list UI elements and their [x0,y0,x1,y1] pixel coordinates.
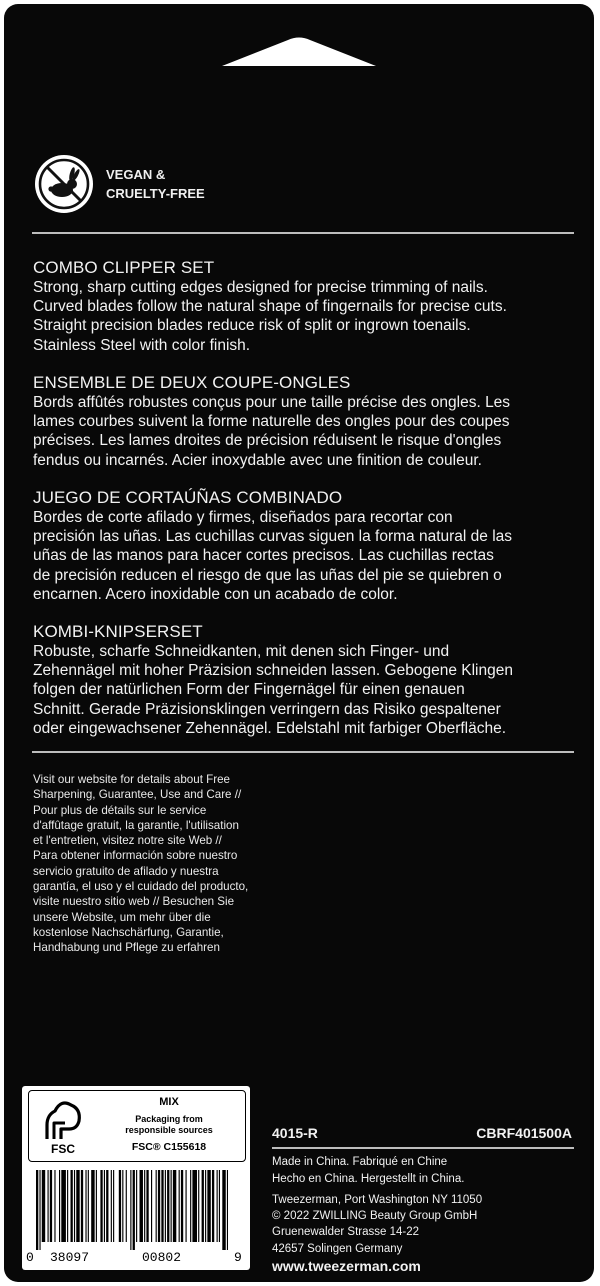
barcode-bar [156,1170,157,1242]
barcode-bar [48,1170,49,1242]
care-line: unsere Website, um mehr über die [33,910,211,924]
text-line: Curved blades follow the natural shape of fingernails for precise cuts. [33,298,507,316]
address-line: Gruenewalder Strasse 14-22 [272,1226,420,1239]
barcode-bar [158,1170,160,1242]
barcode-bar [198,1170,199,1242]
model-number: 4015-R [272,1125,318,1141]
barcode-bar [217,1170,218,1242]
text-line: precisión las uñas. Las cuchillas curvas siguen la forma natural de las [33,528,513,546]
care-line: visite nuestro sitio web // Besuchen Sie [33,895,235,909]
barcode-bar [39,1170,40,1250]
barcode-bar [173,1170,176,1242]
no-rabbit-icon [34,154,94,214]
text-line: de precisión reducen el riesgo de que las uñas del pie se quiebren o [33,566,502,584]
barcode-bar [212,1170,214,1242]
barcode-bar [88,1170,89,1242]
text-line: encarnen. Acero inoxidable con un acabado de color. [33,585,398,603]
website-url: www.tweezerman.com [272,1258,421,1274]
barcode-bar [36,1170,38,1250]
barcode-bar [202,1170,204,1242]
address-line: Tweezerman, Port Washington NY 11050 [272,1194,483,1206]
barcode-bar [222,1170,225,1250]
fsc-logo-text: FSC [51,1142,75,1155]
section-title: KOMBI-KNIPSERSET [33,622,203,641]
section-fr [33,372,578,470]
vegan-line-1: VEGAN & [106,167,166,182]
care-info [33,772,273,956]
text-line: uñas de las manos para hacer cortes precisos. Las cuchillas rectas [33,547,494,565]
section-es [33,487,578,604]
section-title: JUEGO DE CORTAÚÑAS COMBINADO [33,488,343,507]
text-line: précises. Les lames droites de précision réduisent le risque d'ongles [33,432,502,450]
text-line: folgen der natürlichen Form der Fingernägel für einen genauen [33,681,465,699]
text-line: oder eingewachsener Zehennägel. Edelstahl mit farbiger Oberfläche. [33,719,507,737]
barcode-bar [205,1170,206,1242]
barcode-bar [167,1170,169,1242]
barcode-digits-right: 00802 [142,1250,182,1265]
text-line: Straight precision blades reduce risk of split or ingrown toenails. [33,317,471,335]
made-in-line: Made in China. Fabriqué en Chine [272,1156,448,1168]
fsc-code: FSC® C155618 [131,1141,207,1153]
barcode-bar [50,1170,52,1242]
barcode-bar [165,1170,166,1242]
care-line: Handhabung und Pflege zu erfahren [33,941,220,955]
text-line: Zehennägel mit hoher Präzision schneiden lassen. Gebogene Klingen [33,662,513,680]
barcode-bar [181,1170,183,1242]
barcode-bar [161,1170,163,1242]
text-line: Stainless Steel with color finish. [33,336,251,354]
barcode-bar [42,1170,45,1242]
barcode-bar [151,1170,152,1242]
barcode-bars [36,1170,228,1250]
barcode-bar [61,1170,66,1242]
barcode-bar [219,1170,220,1242]
barcode-bar [192,1170,197,1242]
barcode-bar [67,1170,68,1242]
vegan-badge [34,154,205,214]
barcode-bar [171,1170,172,1242]
barcode-bar [100,1170,102,1242]
barcode-bar [76,1170,79,1242]
barcode-bar [54,1170,55,1242]
care-line: kostenlose Nachschärfung, Garantie, [33,925,224,939]
divider [32,751,574,753]
fsc-sub-2: responsible sources [125,1125,213,1135]
hang-hole-icon [4,4,594,74]
barcode-bar [179,1170,180,1242]
barcode-digits [26,1250,246,1266]
text-line: Bords affûtés robustes conçus pour une taille précise des ongles. Les [33,394,511,411]
barcode-bar [96,1170,97,1242]
barcode-bar [71,1170,73,1242]
address-line: 42657 Solingen Germany [272,1242,403,1255]
divider [32,232,574,234]
care-line: Pour plus de détails sur le service [33,803,207,817]
barcode-panel [22,1086,250,1270]
vegan-line-2: CRUELTY-FREE [106,186,205,201]
barcode-bar [106,1170,108,1242]
barcode-bar [146,1170,148,1242]
barcode-bar [186,1170,187,1242]
care-line: Para obtener información sobre nuestro [33,849,238,863]
barcode-bar [136,1170,137,1242]
care-line: Sharpening, Guarantee, Use and Care // [33,788,242,802]
barcode-bar [113,1170,114,1242]
barcode-bar [122,1170,123,1242]
fsc-tree-icon [39,1095,87,1155]
text-line: Robuste, scharfe Schneidkanten, mit denen sich Finger- und [33,643,450,660]
text-line: Bordes de corte afilado y firmes, diseñados para recortar con [33,509,453,526]
fsc-label [28,1090,246,1162]
section-title: COMBO CLIPPER SET [33,258,215,277]
text-line: Strong, sharp cutting edges designed for precise trimming of nails. [33,279,488,296]
text-line: fendus ou incarnés. Acier inoxydable avec une finition de couleur. [33,451,482,469]
text-line: lames courbes suivent la forme naturelle des ongles pour des coupes [33,413,510,431]
barcode-bar [144,1170,145,1242]
fsc-mix: MIX [159,1096,179,1108]
sku-code: CBRF401500A [476,1125,572,1141]
barcode-bar [126,1170,127,1242]
section-title: ENSEMBLE DE DEUX COUPE-ONGLES [33,373,351,392]
care-line: d'affûtage gratuit, la garantie, l'utilisation [33,818,239,832]
care-line: Visit our website for details about Free [33,773,230,786]
barcode-bar [85,1170,86,1242]
barcode-digit-check: 9 [234,1250,242,1265]
barcode-bar [119,1170,121,1242]
product-codes [272,1125,572,1141]
package-back-card [4,4,594,1282]
barcode-bar [81,1170,83,1242]
divider [272,1147,574,1149]
section-de [33,621,578,738]
section-en [33,257,578,355]
barcode-bar [111,1170,112,1242]
care-line: et l'entretien, visitez notre site Web // [33,834,222,848]
made-in-line: Hecho en China. Hergestellt in China. [272,1173,465,1185]
barcode-bar [207,1170,210,1242]
barcode-digit-lead: 0 [26,1250,34,1265]
barcode-bar [140,1170,143,1242]
barcode-bar [133,1170,135,1250]
address-line: © 2022 ZWILLING Beauty Group GmbH [272,1210,478,1223]
care-line: servicio gratuito de afilado y nuestra [33,864,219,878]
barcode-bar [74,1170,75,1242]
barcode-digits-left: 38097 [50,1250,90,1265]
text-line: Schnitt. Gerade Präzisionsklingen verringern das Risiko gespaltener [33,700,501,718]
fsc-sub-1: Packaging from [135,1114,203,1124]
company-address [272,1192,482,1257]
barcode-bar [91,1170,94,1242]
made-in [272,1154,464,1188]
care-line: garantía, el uso y el cuidado del producto, [33,880,249,894]
barcode-bar [190,1170,191,1242]
barcode-bar [104,1170,105,1242]
barcode-bar [59,1170,60,1242]
barcode-bar [227,1170,228,1250]
barcode-bar [130,1170,131,1250]
